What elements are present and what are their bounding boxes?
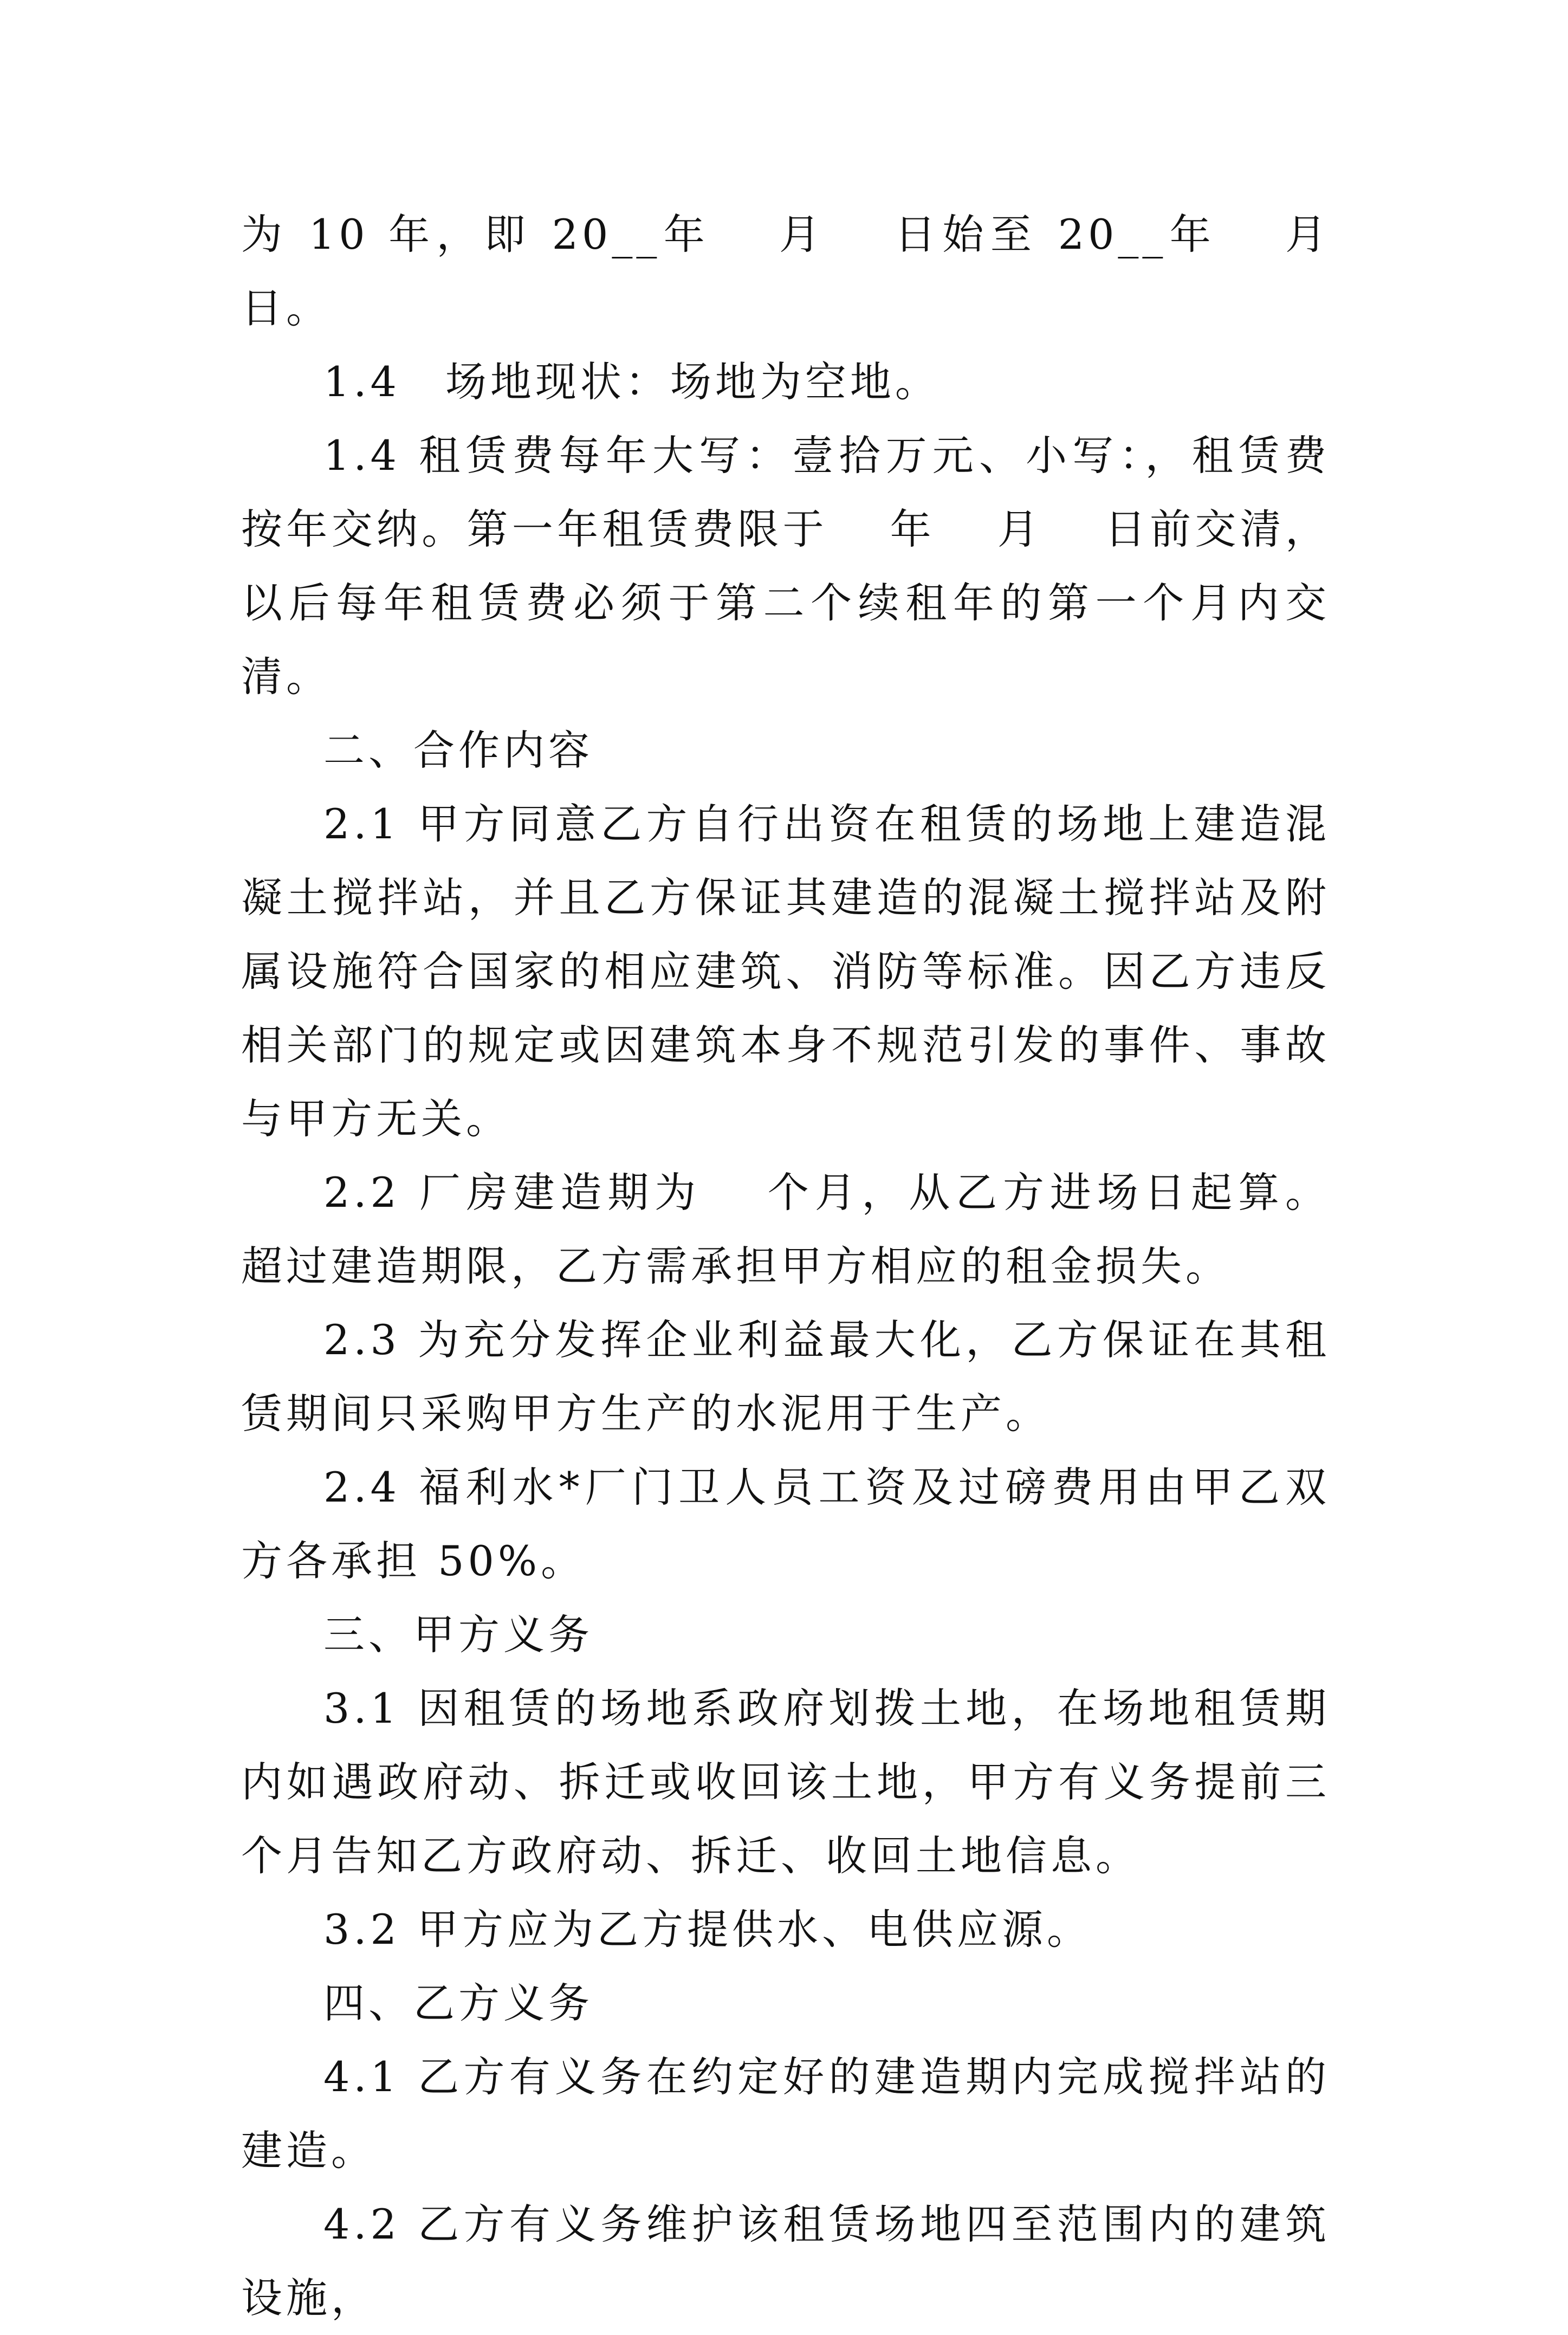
paragraph-clause-3-1: 3.1 因租赁的场地系政府划拨土地，在场地租赁期内如遇政府动、拆迁或收回该土地，甲方有义务提前三个月告知乙方政府动、拆迁、收回土地信息。 (241, 1684, 1330, 1880)
section-heading-party-a-duties: 三、甲方义务 (323, 1610, 593, 1659)
section-heading-cooperation: 二、合作内容 (323, 726, 593, 774)
paragraph-term-continuation: 为 10 年，即 20__年 月 日始至 20__年 月 日。 (241, 210, 1392, 332)
paragraph-clause-2-3: 2.3 为充分发挥企业利益最大化，乙方保证在其租赁期间只采购甲方生产的水泥用于生产。 (241, 1316, 1330, 1438)
paragraph-clause-1-4-site-status: 1.4 场地现状：场地为空地。 (323, 358, 940, 406)
section-heading-party-b-duties: 四、乙方义务 (323, 1979, 593, 2027)
paragraph-clause-1-4-rent: 1.4 租赁费每年大写：壹拾万元、小写：，租赁费按年交纳。第一年租赁费限于 年 月 日前交清，以后每年租赁费必须于第二个续租年的第一个月内交清。 (241, 431, 1330, 701)
paragraph-clause-2-4: 2.4 福利水*厂门卫人员工资及过磅费用由甲乙双方各承担 50%。 (241, 1463, 1330, 1585)
paragraph-clause-2-1: 2.1 甲方同意乙方自行出资在租赁的场地上建造混凝土搅拌站，并且乙方保证其建造的混凝土搅拌站及附属设施符合国家的相应建筑、消防等标准。因乙方违反相关部门的规定或因建筑本身不规范引发的事件、事故与甲方无关。 (241, 800, 1330, 1143)
paragraph-clause-3-2: 3.2 甲方应为乙方提供水、电供应源。 (323, 1905, 1092, 1954)
paragraph-clause-4-1: 4.1 乙方有义务在约定好的建造期内完成搅拌站的建造。 (241, 2053, 1330, 2175)
paragraph-clause-4-2: 4.2 乙方有义务维护该租赁场地四至范围内的建筑设施， (241, 2200, 1330, 2322)
paragraph-clause-2-2: 2.2 厂房建造期为 个月，从乙方进场日起算。超过建造期限，乙方需承担甲方相应的租金损失。 (241, 1168, 1330, 1290)
document-body (241, 198, 1392, 2335)
